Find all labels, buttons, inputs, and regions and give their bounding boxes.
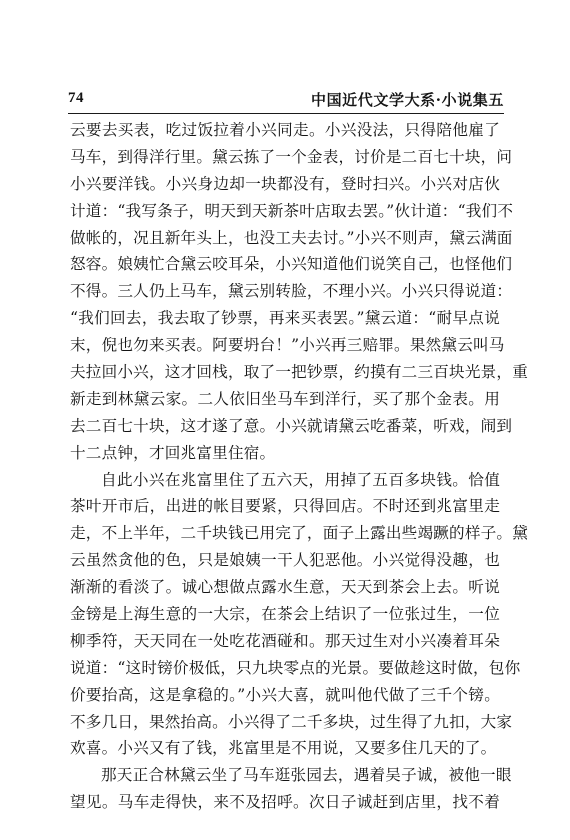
- paragraph-2: [70, 467, 529, 763]
- text-line: 金镑是上海生意的一大宗，在茶会上结识了一位张过生，一位: [70, 605, 500, 624]
- text-line: 怒容。娘姨忙合黛云咬耳朵，小兴知道他们说笑自己，也怪他们: [70, 255, 513, 274]
- text-line: 那天正合林黛云坐了马车逛张园去，遇着吴子诚，被他一眼: [101, 766, 512, 785]
- body-text: [70, 117, 529, 816]
- paragraph-3: [70, 762, 512, 816]
- text-line: “我们回去，我去取了钞票，再来买表罢。”黛云道：“耐早点说: [70, 309, 500, 328]
- text-line: 小兴要洋钱。小兴身边却一块都没有，登时扫兴。小兴对店伙: [70, 174, 500, 193]
- text-line: 新走到林黛云家。二人依旧坐马车到洋行，买了那个金表。用: [70, 389, 500, 408]
- text-line: 渐渐的看淡了。诚心想做点露水生意，天天到茶会上去。听说: [70, 578, 500, 597]
- page-number: 74: [68, 90, 84, 106]
- page-header: [68, 88, 504, 112]
- text-line: 自此小兴在兆富里住了五六天，用掉了五百多块钱。恰值: [101, 470, 500, 489]
- text-line: 不多几日，果然抬高。小兴得了二千多块，过生得了九扣，大家: [70, 712, 513, 731]
- text-line: 做帐的，况且新年头上，也没工夫去讨。”小兴不则声，黛云满面: [70, 228, 513, 247]
- text-line: 马车，到得洋行里。黛云拣了一个金表，讨价是二百七十块，问: [70, 147, 513, 166]
- text-line: 价要抬高，这是拿稳的。”小兴大喜，就叫他代做了三千个镑。: [70, 685, 500, 704]
- text-line: 说道：“这时镑价极低，只九块零点的光景。要做趁这时做，包你: [70, 658, 521, 677]
- text-line: 计道：“我写条子，明天到天新茶叶店取去罢。”伙计道：“我们不: [70, 201, 514, 220]
- text-line: 末，倪也勿来买表。阿要坍台！”小兴再三赔罪。果然黛云叫马: [70, 336, 505, 355]
- text-line: 欢喜。小兴又有了钱，兆富里是不用说，又要多住几天的了。: [70, 739, 497, 758]
- text-line: 云要去买表，吃过饭拉着小兴同走。小兴没法，只得陪他雇了: [70, 121, 500, 139]
- text-line: 茶叶开市后，出进的帐目要紧，只得回店。不时还到兆富里走: [70, 497, 500, 516]
- header-rule: [68, 113, 504, 114]
- text-line: 走，不上半年，二千块钱已用完了，面子上露出些竭蹶的样子。黛: [70, 524, 529, 543]
- text-line: 云虽然贪他的色，只是娘姨一干人犯恶他。小兴觉得没趣，也: [70, 551, 500, 570]
- text-line: 十二点钟，才回兆富里住宿。: [70, 443, 276, 462]
- text-line: 不得。三人仍上马车，黛云别转脸，不理小兴。小兴只得说道：: [70, 282, 513, 301]
- paragraph-1: [70, 117, 529, 467]
- text-line: 夫拉回小兴，这才回栈，取了一把钞票，约摸有二三百块光景，重: [70, 363, 529, 382]
- text-line: 去二百七十块，这才遂了意。小兴就请黛云吃番菜，听戏，闹到: [70, 416, 513, 435]
- text-line: 柳季符，天天同在一处吃花酒碰和。那天过生对小兴凑着耳朵: [70, 631, 500, 650]
- running-head: 中国近代文学大系·小说集五: [310, 91, 504, 109]
- text-line: 望见。马车走得快，来不及招呼。次日子诚赶到店里，找不着: [70, 793, 500, 812]
